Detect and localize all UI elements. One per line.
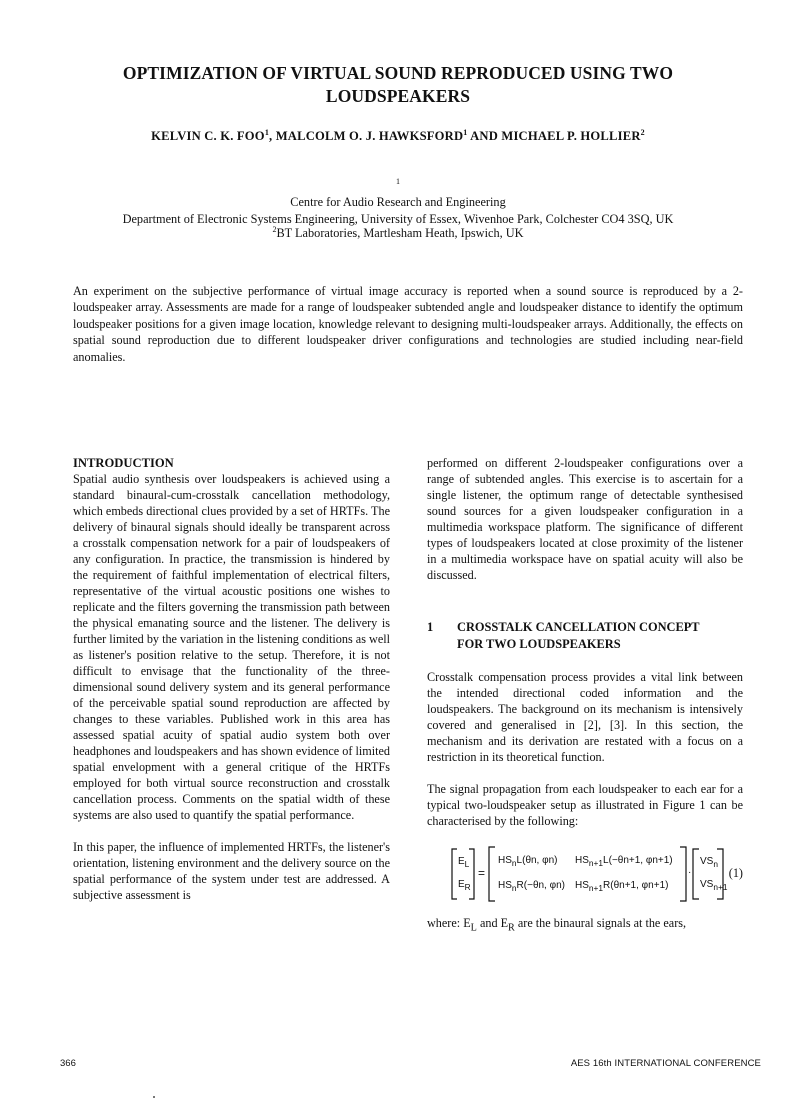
section-1-number: 1 <box>427 620 434 634</box>
matrix-element-11: $HS_nL(\theta n$, φn) <box>498 855 558 868</box>
page-number: 366 <box>60 1058 76 1069</box>
introduction-paragraph-1: Spatial audio synthesis over loudspeakers is achieved using a standard binaural-cum-crosstalk cancellation methodology, which embeds directional clues provided by a set of HRTFs. The delivery of binaural signals should ideally be transparent across a crosstalk compensation network for a pair of loudspeakers of any configuration. In practice, the transmission is hindered by the requirement of faithful implementation of electrical filters, representative of the virtual acoustic positions one wishes to replicate and the filters governing the transmission path between the physical emanating source and the listener. The delivery is further limited by the variation in the listening conditions as well as listener's position relative to the setup. Therefore, it is not difficult to envisage that the functionality of the three-dimensional sound delivery system and its general performance of the perceivable spatial sound reproduction are affected by changes to these variables. Published work in this area has assessed spatial acuity of spatial audio system both over headphones and loudspeakers and has shown evidence of limited spatial envelopment with a general critique of the HRTFs employed for both virtual source reconstruction and crosstalk cancellation process. Comments on the spatial width of these systems are also used to quantify the spatial performance. <box>73 472 390 822</box>
matrix-open-bracket <box>489 847 495 901</box>
matrix-element-22: $HS_{n+1}R(\theta n+1$, φn+1) <box>575 880 669 893</box>
author-list <box>60 129 736 144</box>
matrix-element-12: $HS_{n+1}L(-\theta n+1$, φn+1) <box>575 855 673 868</box>
affiliation-2 <box>40 226 756 241</box>
section-1-title-line-1: CROSSTALK CANCELLATION CONCEPT <box>457 620 700 634</box>
affiliation-1 <box>40 177 756 228</box>
section-1-heading <box>427 619 743 653</box>
rhs-top-symbol: $VS_n$ <box>700 856 718 869</box>
matrix-element-21: $HS_nR(-\theta n$, φn) <box>498 880 565 893</box>
equation-1 <box>427 843 743 905</box>
author-3-name: AND MICHAEL P. HOLLIER <box>467 129 641 143</box>
affiliation-1-line-2: Department of Electronic Systems Engineering, University of Essex, Wivenhoe Park, Colchester CO4 3SQ, UK <box>122 212 674 226</box>
section-1-paragraph-1: Crosstalk compensation process provides a vital link between the intended directional coded information and the loudspeakers. The background on its mechanism is intensively covered and generalised in [2], [3]. In this section, the mechanism and its derivation are restated with a focus on a restriction in its theoretical function. <box>427 670 743 764</box>
section-1-where-line: where: $E_L$ and $E_R$ are the binaural signals at the ears, <box>427 916 687 934</box>
section-1-paragraph-2: The signal propagation from each loudspeaker to each ear for a typical two-loudspeaker setup as illustrated in Figure 1 can be characterised by the following: <box>427 782 743 828</box>
introduction-paragraph-2: In this paper, the influence of implemented HRTFs, the listener's orientation, listening environment and the delivery source on the spatial performance of the system under test are addressed. A subjective assessment is <box>73 840 390 902</box>
section-spacer <box>427 653 743 669</box>
lhs-top-symbol: $E_L$ <box>458 856 470 869</box>
title-line-2: LOUDSPEAKERS <box>325 86 471 106</box>
matrix-close-bracket <box>680 847 686 901</box>
affiliation-2-text: BT Laboratories, Martlesham Heath, Ipswich, UK <box>276 226 524 240</box>
paper-title <box>60 62 736 108</box>
lhs-open-bracket <box>452 849 457 899</box>
affiliation-1-centre: Centre for Audio Research and Engineering <box>290 195 506 209</box>
author-1-name: KELVIN C. K. FOO <box>151 129 265 143</box>
author-1-affiliation-mark: 1 <box>264 128 270 137</box>
equation-number: (1) <box>728 866 743 880</box>
lhs-bottom-symbol: $E_R$ <box>458 879 471 892</box>
rhs-bottom-symbol: $VS_{n+1}$ <box>700 879 728 892</box>
title-line-1: OPTIMIZATION OF VIRTUAL SOUND REPRODUCED USING TWO <box>122 63 674 83</box>
right-column <box>427 455 743 936</box>
introduction-paragraph-3: performed on different 2-loudspeaker configurations over a range of subtended angles. This exercise is to ascertain for a single listener, the optimum range of detectable synthesised sound sources for a given loudspeaker configuration in a multimedia workspace platform. The significance of different types of loudspeakers located at close proximity of the listener in a multimedia workspace have on spatial acuity will also be discussed. <box>427 456 743 582</box>
conference-name: AES 16th INTERNATIONAL CONFERENCE <box>570 1058 761 1069</box>
affiliation-1-mark: 1 <box>396 177 400 186</box>
introduction-heading: INTRODUCTION <box>73 456 174 470</box>
section-1-title-line-2: FOR TWO LOUDSPEAKERS <box>457 637 621 651</box>
left-column <box>73 455 390 903</box>
author-3-affiliation-mark: 2 <box>640 128 645 137</box>
equals-sign: = <box>478 866 486 880</box>
affiliation-2-mark: 2 <box>272 225 277 234</box>
affiliation-1-line-1 <box>40 177 756 211</box>
section-1-title <box>457 619 700 653</box>
abstract: An experiment on the subjective performance of virtual image accuracy is reported when a sound source is reproduced by a 2-loudspeaker array. Assessments are made for a range of loudspeaker subtended angle and loudspeaker distance to identify the optimum loudspeaker positions for a given image location, knowledge relevant to designing multi-loudspeaker arrays. Additionally, the effects on spatial sound reproduction due to different loudspeaker driver configurations and technologies are studied including near-field anomalies. <box>73 284 743 364</box>
multiplication-dot: · <box>688 867 692 878</box>
scan-speck <box>153 1096 155 1098</box>
author-2-name: , MALCOLM O. J. HAWKSFORD <box>269 129 464 143</box>
rhs-open-bracket <box>693 849 699 899</box>
author-2-affiliation-mark: 1 <box>463 128 468 137</box>
